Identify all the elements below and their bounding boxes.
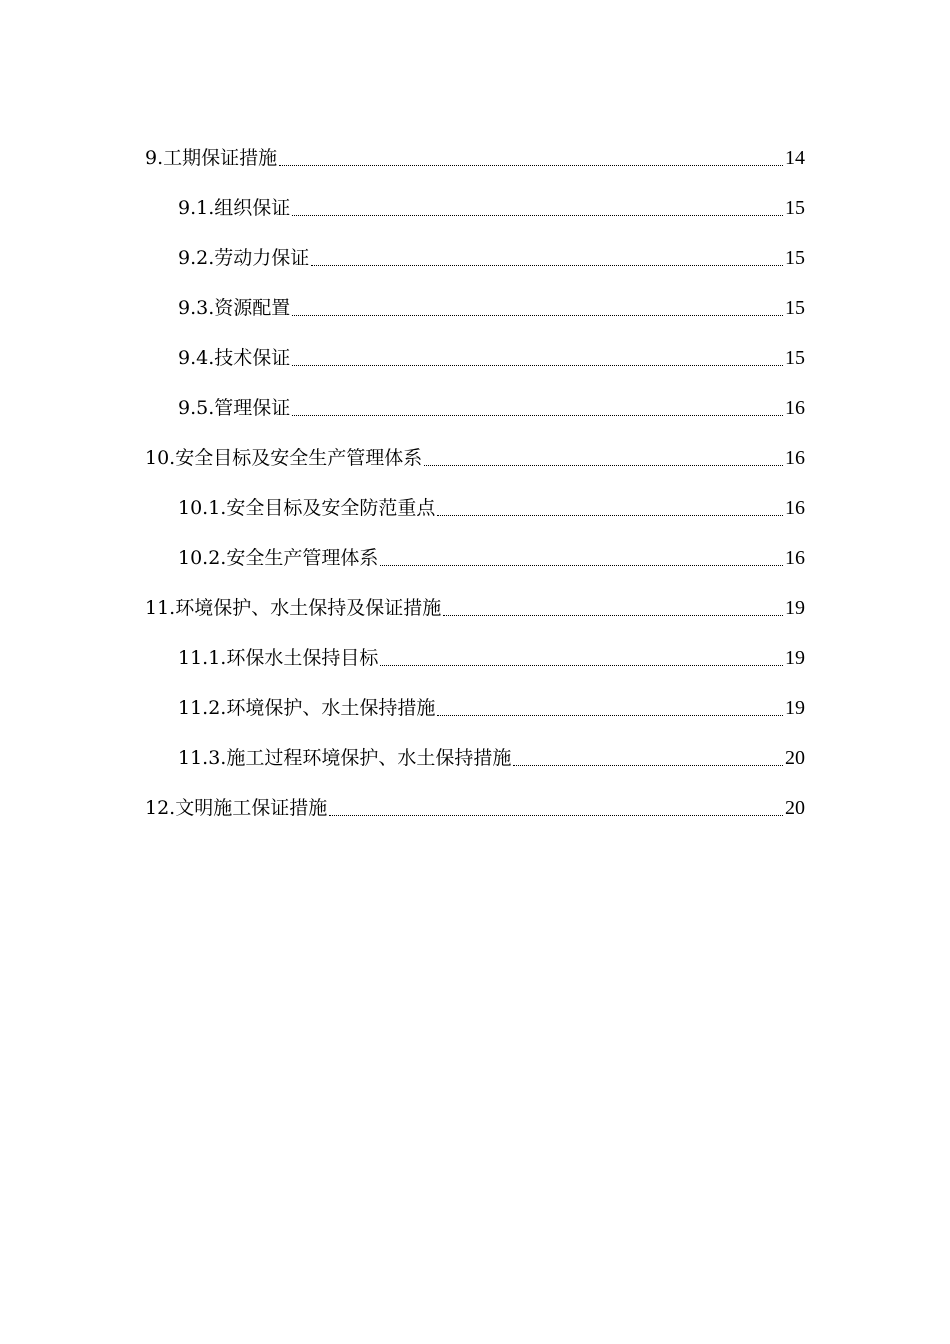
toc-entry-page: 15 (785, 247, 805, 269)
toc-entry-page: 15 (785, 347, 805, 369)
toc-entry-page: 15 (785, 297, 805, 319)
toc-entry-page: 16 (785, 397, 805, 419)
toc-dot-leader (292, 415, 783, 416)
toc-entry-title: 9.工期保证措施 (145, 146, 278, 169)
toc-entry-title: 9.2.劳动力保证 (178, 246, 310, 269)
toc-entry[interactable] (0, 283, 950, 333)
toc-entry-page: 19 (785, 647, 805, 669)
toc-entry[interactable] (0, 483, 950, 533)
toc-dot-leader (292, 315, 783, 316)
toc-entry-page: 16 (785, 447, 805, 469)
toc-dot-leader (424, 465, 783, 466)
toc-dot-leader (443, 615, 783, 616)
toc-entry[interactable] (0, 433, 950, 483)
toc-entry-page: 16 (785, 497, 805, 519)
toc-dot-leader (292, 365, 783, 366)
toc-entry[interactable] (0, 533, 950, 583)
table-of-contents (0, 133, 950, 833)
toc-entry-title: 10.安全目标及安全生产管理体系 (145, 446, 423, 469)
toc-entry-title: 10.2.安全生产管理体系 (178, 546, 379, 569)
toc-entry-title: 9.3.资源配置 (178, 296, 291, 319)
toc-entry-title: 11.环境保护、水土保持及保证措施 (145, 596, 442, 619)
toc-entry-page: 20 (785, 797, 805, 819)
toc-entry[interactable] (0, 583, 950, 633)
toc-dot-leader (311, 265, 783, 266)
toc-entry[interactable] (0, 683, 950, 733)
toc-entry[interactable] (0, 133, 950, 183)
toc-entry[interactable] (0, 333, 950, 383)
toc-entry-page: 15 (785, 197, 805, 219)
toc-dot-leader (437, 515, 783, 516)
toc-entry-title: 11.2.环境保护、水土保持措施 (178, 696, 436, 719)
toc-dot-leader (380, 665, 783, 666)
toc-entry-title: 11.1.环保水土保持目标 (178, 646, 379, 669)
toc-dot-leader (329, 815, 783, 816)
toc-entry-title: 12.文明施工保证措施 (145, 796, 328, 819)
toc-entry-page: 16 (785, 547, 805, 569)
toc-dot-leader (279, 165, 783, 166)
toc-dot-leader (513, 765, 783, 766)
toc-entry-title: 10.1.安全目标及安全防范重点 (178, 496, 436, 519)
toc-entry-title: 9.4.技术保证 (178, 346, 291, 369)
toc-entry[interactable] (0, 633, 950, 683)
toc-entry[interactable] (0, 383, 950, 433)
toc-entry-title: 11.3.施工过程环境保护、水土保持措施 (178, 746, 512, 769)
toc-entry-page: 14 (785, 147, 805, 169)
toc-entry-page: 19 (785, 697, 805, 719)
toc-entry[interactable] (0, 733, 950, 783)
toc-entry[interactable] (0, 233, 950, 283)
toc-entry-page: 19 (785, 597, 805, 619)
toc-entry-page: 20 (785, 747, 805, 769)
toc-entry[interactable] (0, 183, 950, 233)
toc-dot-leader (292, 215, 783, 216)
toc-entry-title: 9.5.管理保证 (178, 396, 291, 419)
toc-entry[interactable] (0, 783, 950, 833)
toc-entry-title: 9.1.组织保证 (178, 196, 291, 219)
toc-dot-leader (437, 715, 783, 716)
toc-dot-leader (380, 565, 783, 566)
